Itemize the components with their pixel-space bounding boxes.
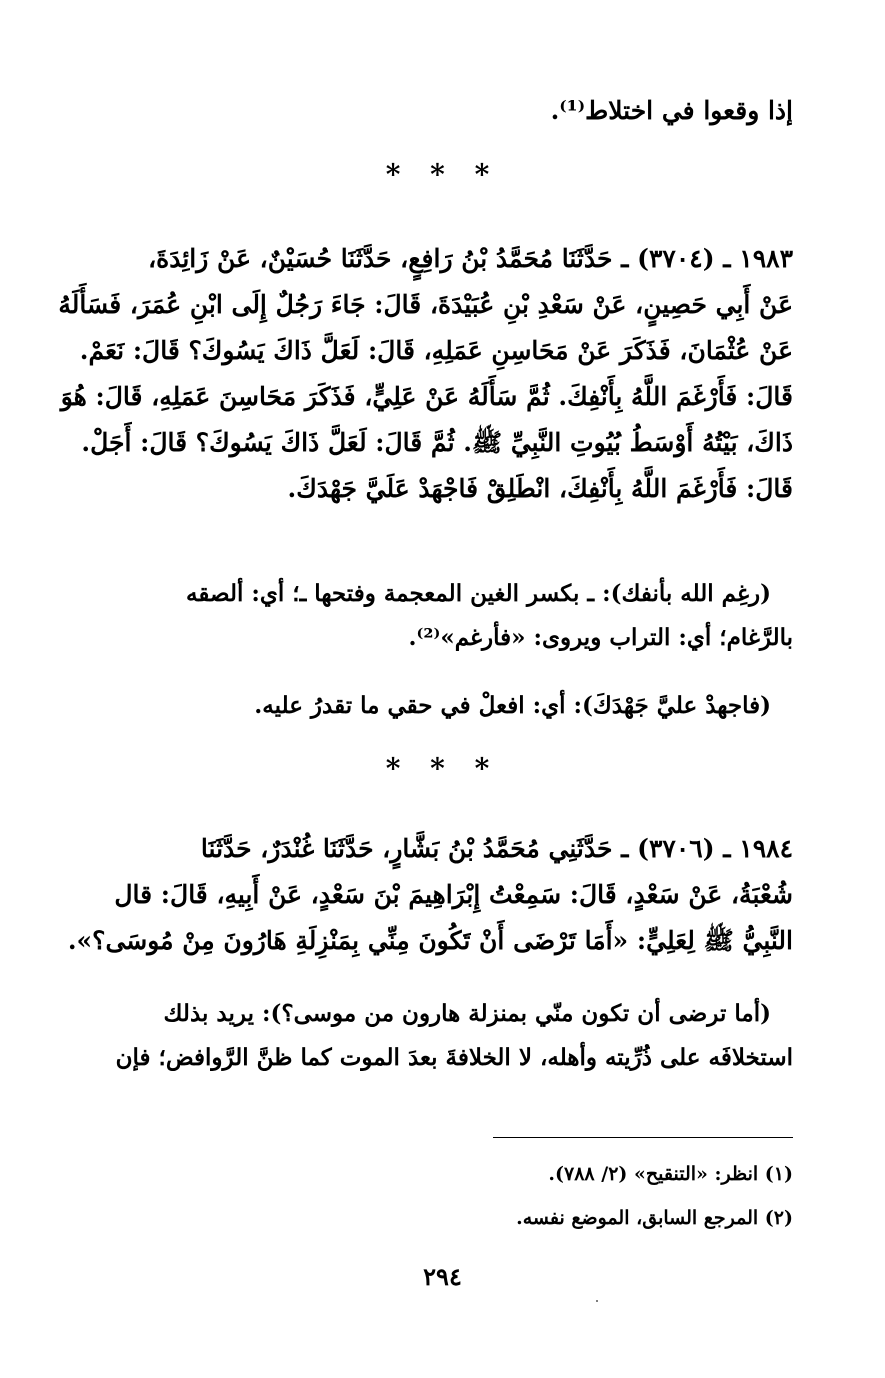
footnote-2: (٢) المرجع السابق، الموضع نفسه. (516, 1207, 793, 1229)
footnote-divider (493, 1137, 793, 1138)
hadith-line: قَالَ: فَأَرْغَمَ اللَّهُ بِأَنْفِكَ. ثُمَّ سَأَلَهُ عَنْ عَلِيٍّ، فَذَكَرَ مَحَاسِنَ عَمَلِهِ، قَالَ: هُوَ (60, 382, 793, 411)
hadith-line: ١٩٨٤ ـ (٣٧٠٦) ـ حَدَّثَنِي مُحَمَّدُ بْنُ بَشَّارٍ، حَدَّثَنَا غُنْدَرٌ، حَدَّثَنَا (200, 834, 793, 863)
commentary-1983 (75, 572, 793, 660)
commentary-1984 (75, 992, 793, 1080)
commentary-line: (أما ترضى أن تكون منّي بمنزلة هارون من موسى؟): يريد بذلك (163, 1000, 771, 1027)
opening-line-block (75, 88, 793, 134)
hadith-line: ١٩٨٣ ـ (٣٧٠٤) ـ حَدَّثَنَا مُحَمَّدُ بْنُ رَافِعٍ، حَدَّثَنَا حُسَيْنٌ، عَنْ زَائِدَةَ، (148, 244, 793, 273)
speck-mark (596, 1300, 598, 1302)
hadith-line: عَنْ أَبِي حَصِينٍ، عَنْ سَعْدِ بْنِ عُبَيْدَةَ، قَالَ: جَاءَ رَجُلٌ إِلَى ابْنِ عُمَرَ، فَسَأَلَهُ (58, 290, 793, 319)
hadith-line: النَّبِيُّ ﷺ لِعَلِيٍّ: «أَمَا تَرْضَى أَنْ تَكُونَ مِنِّي بِمَنْزِلَةِ هَارُونَ مِنْ مُوسَى؟». (67, 926, 793, 955)
commentary-line: (رغِم الله بأنفك): ـ بكسر الغين المعجمة وفتحها ـ؛ أي: ألصقه (186, 580, 771, 607)
section-separator-1: * * * (385, 158, 500, 191)
hadith-line: عَنْ عُثْمَانَ، فَذَكَرَ عَنْ مَحَاسِنِ عَمَلِهِ، قَالَ: لَعَلَّ ذَاكَ يَسُوكَ؟ قَالَ: نَعَمْ. (79, 336, 793, 365)
hadith-1984 (67, 826, 793, 964)
commentary-line: بالرَّغام؛ أي: التراب ويروى: «فأرغم»⁽²⁾. (408, 624, 793, 651)
commentary-line: استخلافَه على ذُرِّيته وأهله، لا الخلافةَ بعدَ الموت كما ظنَّ الرَّوافض؛ فإن (115, 1044, 793, 1071)
hadith-line: قَالَ: فَأَرْغَمَ اللَّهُ بِأَنْفِكَ، انْطَلِقْ فَاجْهَدْ عَلَيَّ جَهْدَكَ. (287, 474, 793, 503)
hadith-line: ذَاكَ، بَيْتُهُ أَوْسَطُ بُيُوتِ النَّبِيِّ ﷺ. ثُمَّ قَالَ: لَعَلَّ ذَاكَ يَسُوكَ؟ قَالَ: أَجَلْ. (81, 428, 793, 457)
hadith-1983 (58, 236, 793, 512)
footnotes (120, 1152, 793, 1240)
footnote-1: (١) انظر: «التنقيح» (٢/ ٧٨٨). (548, 1163, 793, 1185)
page-number: ٢٩٤ (423, 1262, 462, 1291)
commentary-1983-second (75, 684, 793, 728)
section-separator-2: * * * (385, 752, 500, 785)
commentary-line: (فاجهدْ عليَّ جَهْدَكَ): أي: افعلْ في حقي ما تقدرُ عليه. (254, 692, 771, 719)
hadith-line: شُعْبَةُ، عَنْ سَعْدٍ، قَالَ: سَمِعْتُ إِبْرَاهِيمَ بْنَ سَعْدٍ، عَنْ أَبِيهِ، قَالَ: قال (114, 880, 793, 909)
opening-line: إذا وقعوا في اختلاط⁽¹⁾. (550, 96, 793, 125)
